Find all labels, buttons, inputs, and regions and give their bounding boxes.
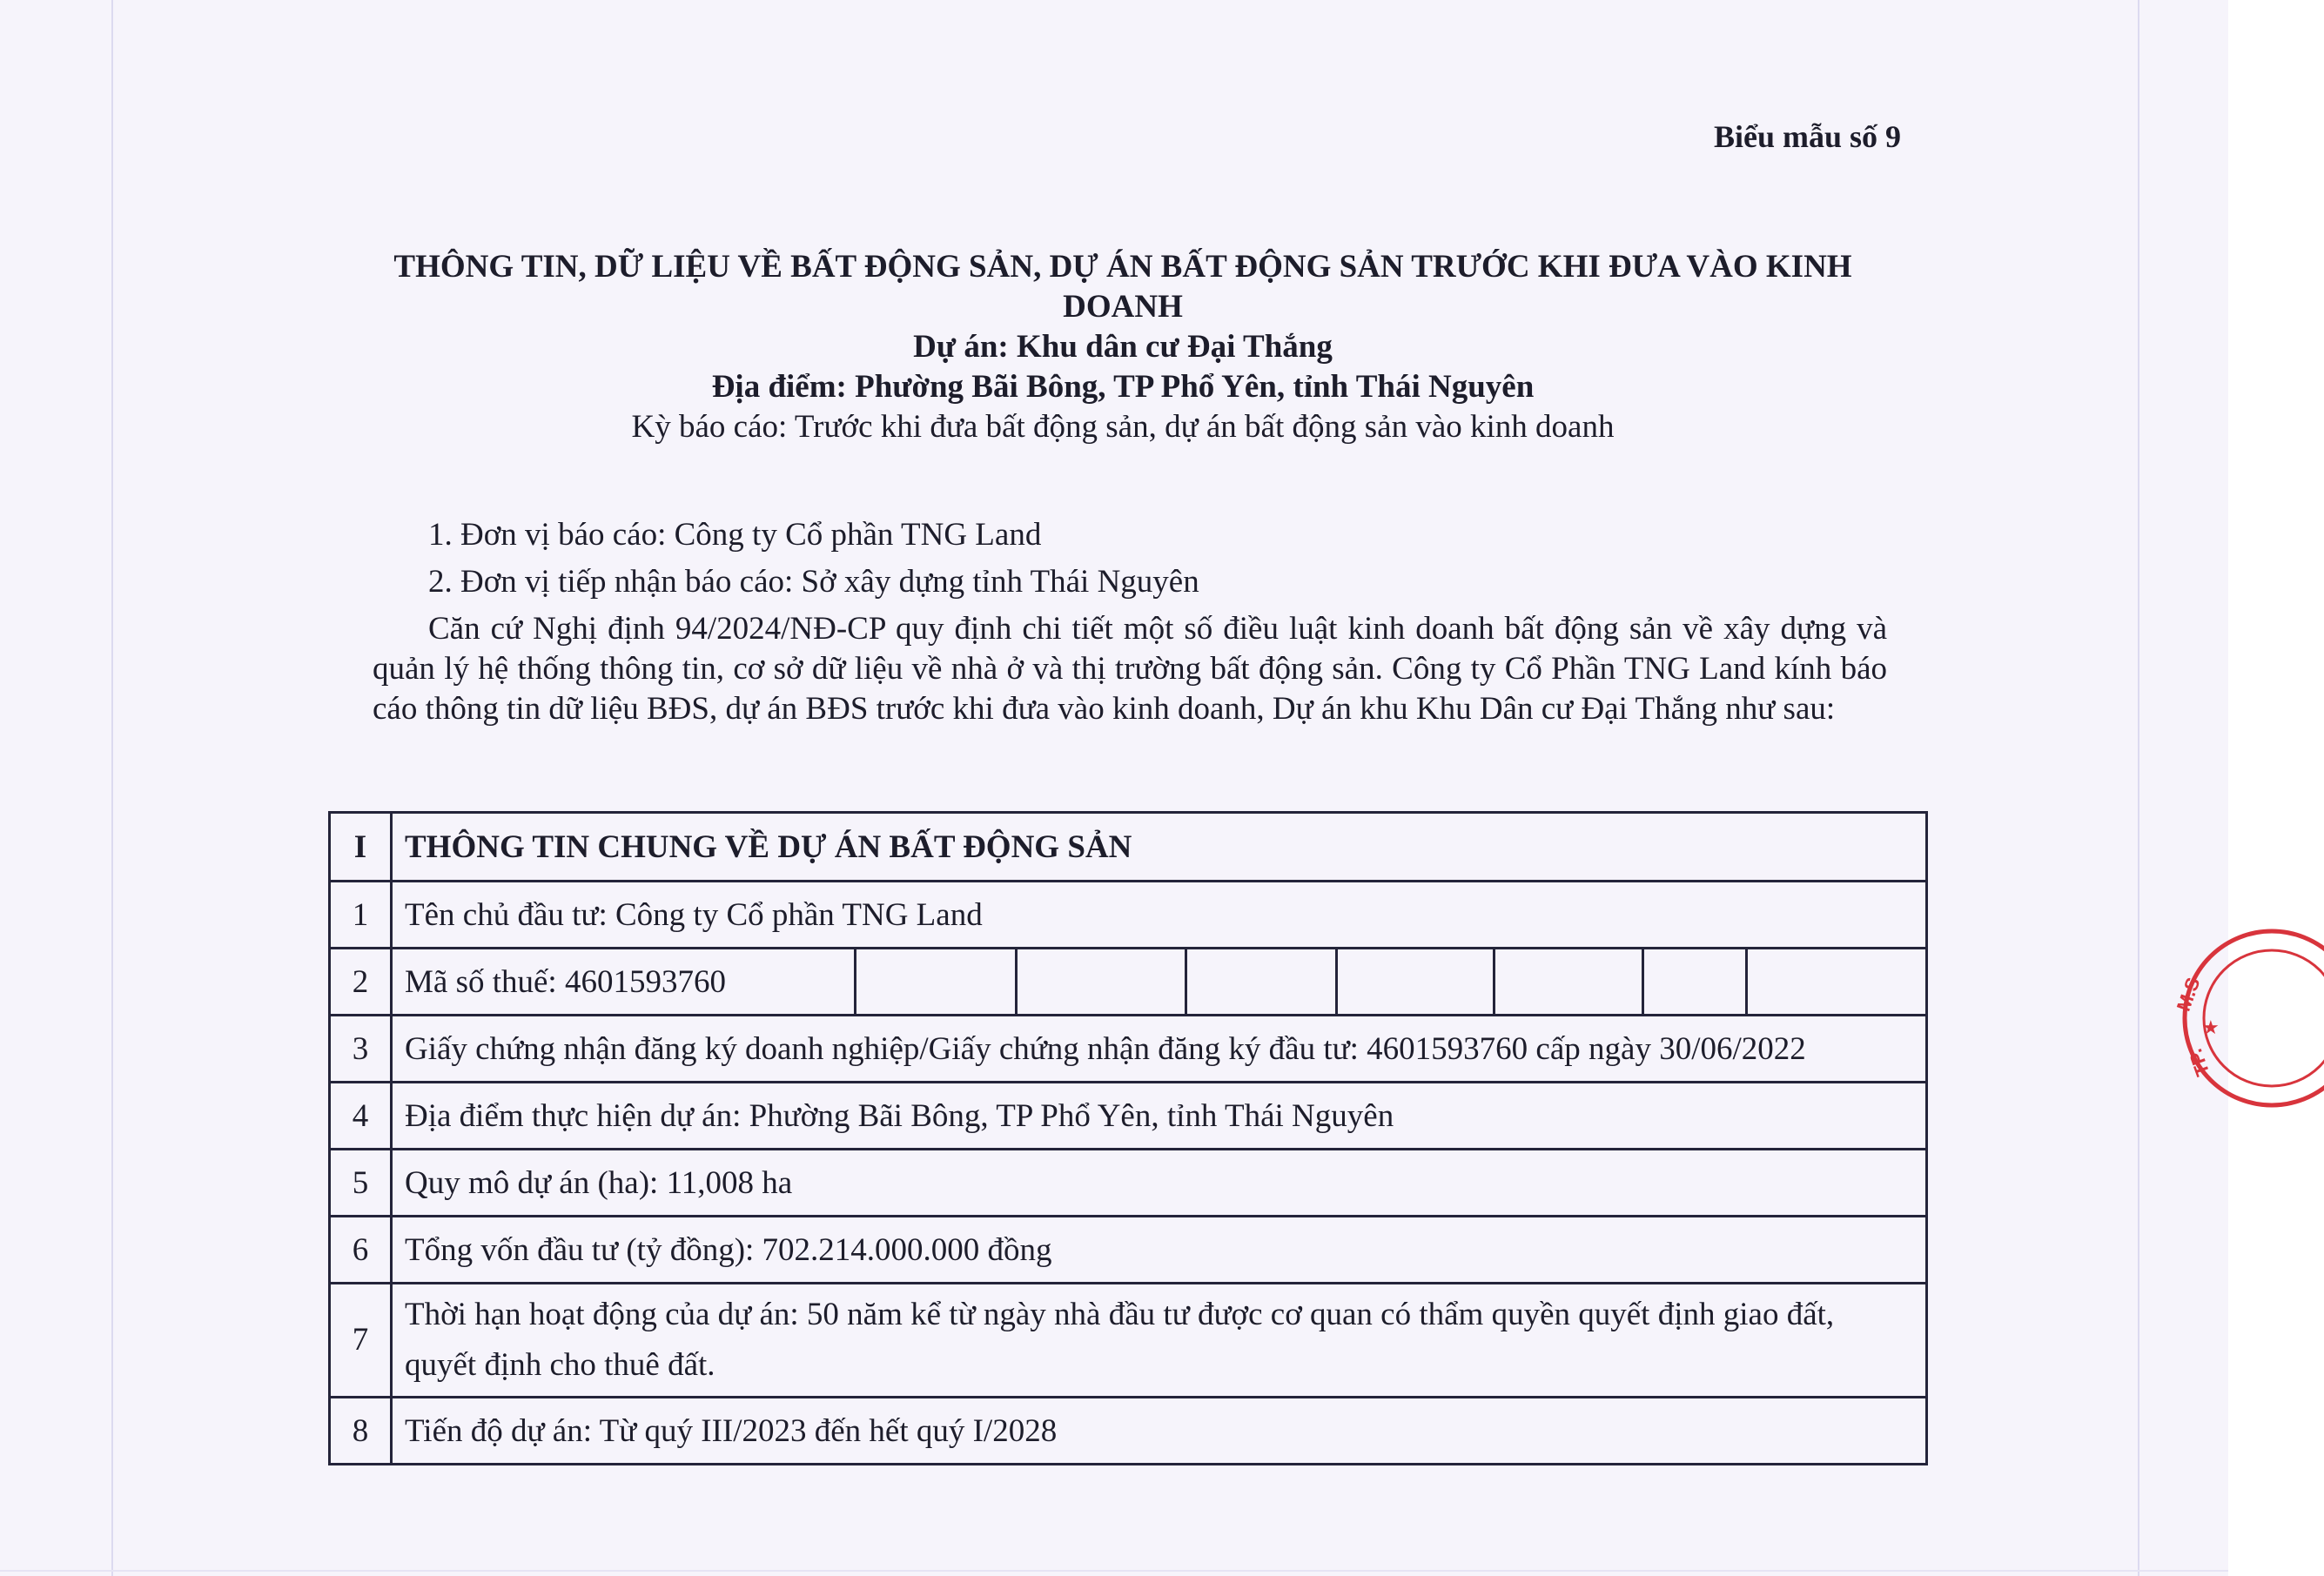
project-name: Dự án: Khu dân cư Đại Thắng [913,329,1333,365]
seal-text: TP. [2184,1045,2214,1079]
section-number: I [330,813,392,882]
scan-artifact-line [2138,0,2139,1576]
row-text: Tiến độ dự án: Từ quý III/2023 đến hết quý I/2028 [392,1398,1927,1465]
table-row [330,1217,1927,1284]
row-number: 1 [330,882,392,949]
row-text: Giấy chứng nhận đăng ký doanh nghiệp/Giấy chứng nhận đăng ký đầu tư: 4601593760 cấp ngày 30/06/2022 [392,1016,1927,1083]
tax-code-cell [392,949,1927,1016]
row-number: 3 [330,1016,392,1083]
row-text: Tổng vốn đầu tư (tỷ đồng): 702.214.000.000 đồng [392,1217,1927,1284]
title-line-2: DOANH [1063,289,1183,325]
document-title-block [348,247,1897,447]
row-number: 8 [330,1398,392,1465]
tax-digit-box [1187,949,1338,1014]
row-text: Địa điểm thực hiện dự án: Phường Bãi Bông, TP Phổ Yên, tỉnh Thái Nguyên [392,1083,1927,1150]
tax-digit-box [1018,949,1187,1014]
receiving-unit: 2. Đơn vị tiếp nhận báo cáo: Sở xây dựng tỉnh Thái Nguyên [428,564,1199,600]
title-line-1: THÔNG TIN, DỮ LIỆU VỀ BẤT ĐỘNG SẢN, DỰ ÁN BẤT ĐỘNG SẢN TRƯỚC KHI ĐƯA VÀO KINH [393,249,1852,285]
scan-artifact-line [0,1570,2228,1572]
tax-digit-box [1495,949,1644,1014]
row-number: 6 [330,1217,392,1284]
tax-digit-box [1338,949,1495,1014]
table-row [330,1398,1927,1465]
legal-basis-paragraph: Căn cứ Nghị định 94/2024/NĐ-CP quy định chi tiết một số điều luật kinh doanh bất động sản về xây dựng và quản lý hệ thống thông tin, cơ sở dữ liệu về nhà ở và thị trường bất động sản. Công ty Cổ Phần TNG Land kính báo cáo thông tin dữ liệu BĐS, dự án BĐS trước khi đưa vào kinh doanh, Dự án khu Khu Dân cư Đại Thắng như sau: [373,611,1887,727]
report-period: Kỳ báo cáo: Trước khi đưa bất động sản, dự án bất động sản vào kinh doanh [631,409,1615,445]
project-location: Địa điểm: Phường Bãi Bông, TP Phổ Yên, tỉnh Thái Nguyên [711,369,1535,405]
row-number: 5 [330,1150,392,1217]
project-info-table [328,811,1928,1465]
tax-digit-box [1748,949,1925,1014]
row-number: 2 [330,949,392,1016]
form-number: Biểu mẫu số 9 [1713,119,1901,154]
table-row [330,1083,1927,1150]
row-text: Thời hạn hoạt động của dự án: 50 năm kể từ ngày nhà đầu tư được cơ quan có thẩm quyền quyết định giao đất, quyết định cho thuê đất. [392,1284,1927,1398]
seal-star-icon: ★ [2202,1016,2220,1038]
table-section-header [330,813,1927,882]
table-row [330,949,1927,1016]
tax-digit-box [1644,949,1748,1014]
table-row [330,1150,1927,1217]
row-text: Quy mô dự án (ha): 11,008 ha [392,1150,1927,1217]
company-seal-stamp [2172,922,2324,1114]
row-number: 7 [330,1284,392,1398]
scan-artifact-line [111,0,113,1576]
reporting-unit: 1. Đơn vị báo cáo: Công ty Cổ phần TNG Land [428,517,1042,553]
intro-section [373,515,1887,729]
seal-text: M.S [2172,974,2205,1015]
table-row [330,882,1927,949]
table-row [330,1284,1927,1398]
row-number: 4 [330,1083,392,1150]
table-row [330,1016,1927,1083]
tax-code-boxes [393,949,1925,1014]
row-text: Mã số thuế: 4601593760 [393,949,856,1014]
tax-digit-box [856,949,1018,1014]
section-title: THÔNG TIN CHUNG VỀ DỰ ÁN BẤT ĐỘNG SẢN [392,813,1927,882]
row-text: Tên chủ đầu tư: Công ty Cổ phần TNG Land [392,882,1927,949]
